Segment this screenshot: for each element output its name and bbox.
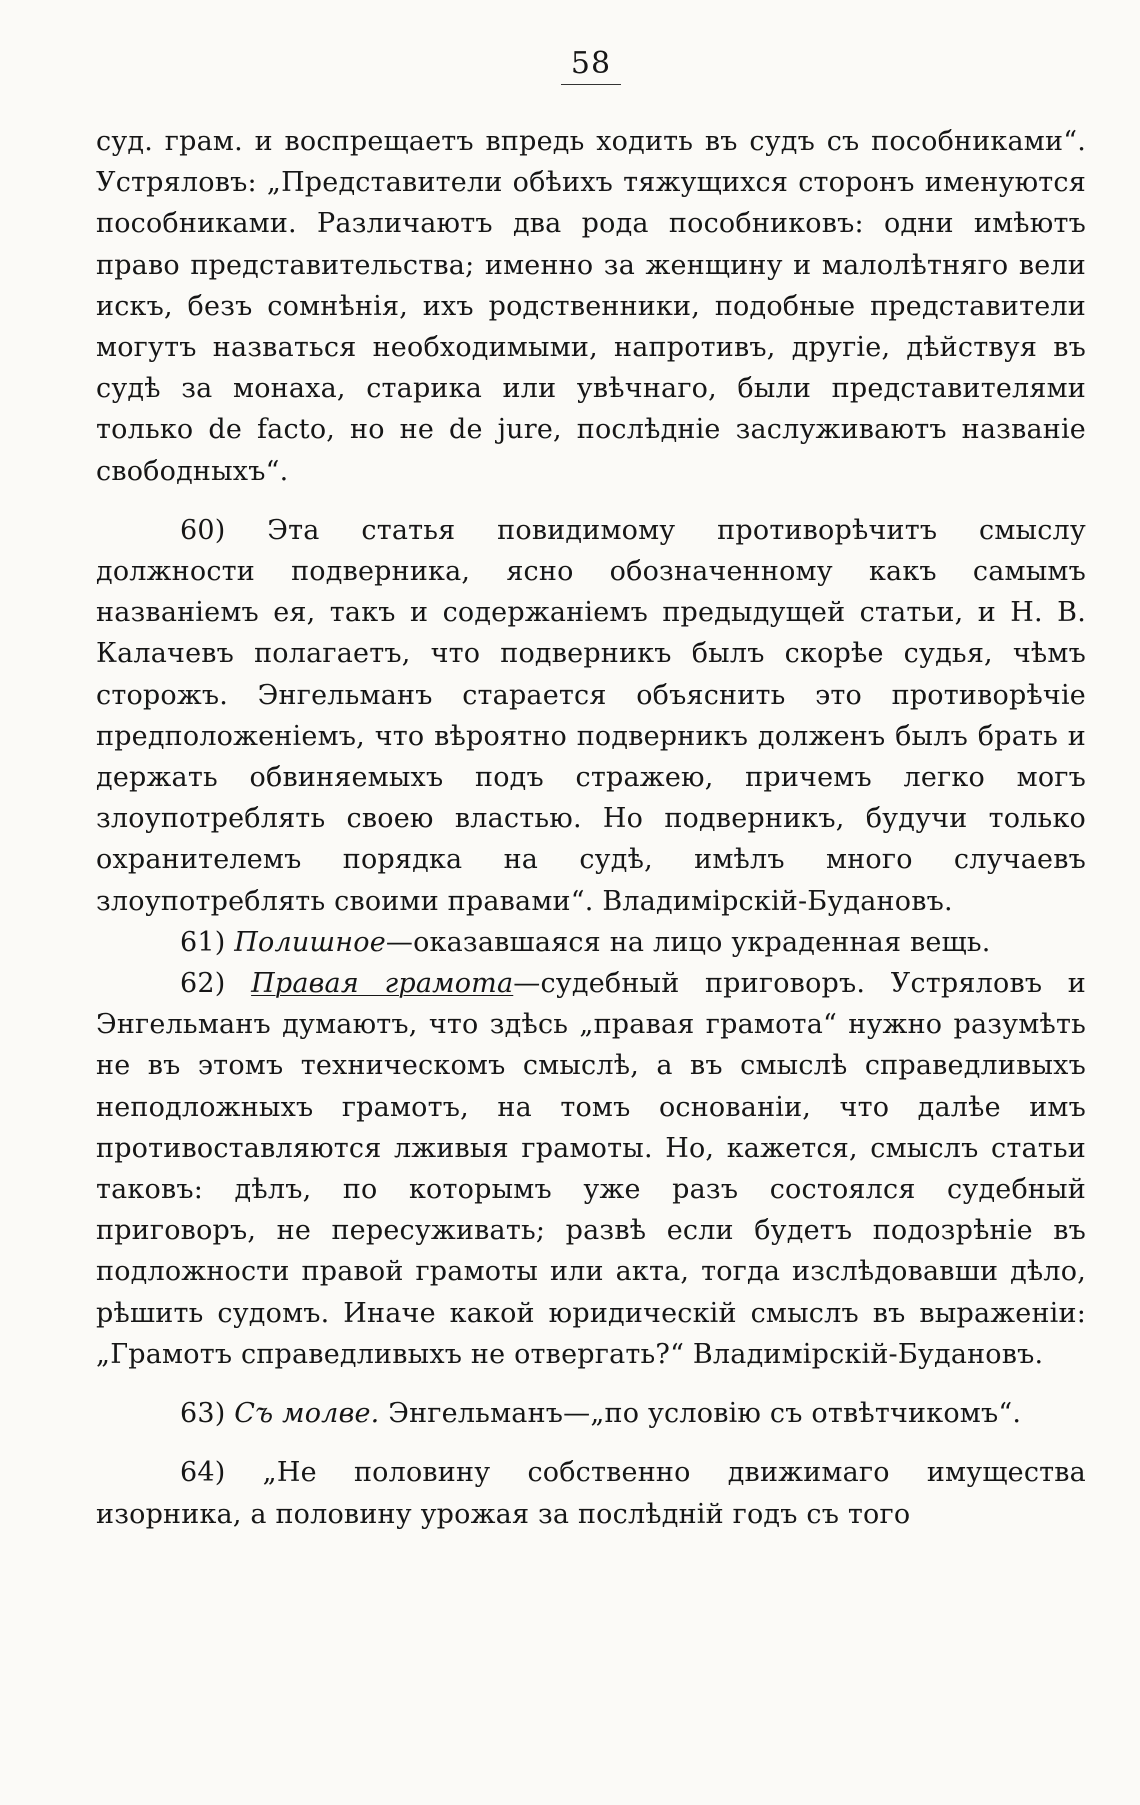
footnote-number: 61) (180, 926, 226, 958)
document-page (96, 44, 1086, 1535)
footnote-text: „Не половину собственно движимаго имущества изорника, а половину урожая за послѣдній годъ съ того (96, 1457, 1086, 1530)
footnote-term: Съ молве. (234, 1398, 380, 1430)
footnote-62 (96, 963, 1086, 1375)
footnote-number: 63) (180, 1398, 226, 1430)
footnote-text: Эта статья повидимому противорѣчитъ смыслу должности подверника, ясно обозначенному какъ самымъ названіемъ ея, такъ и содержаніемъ предыдущей статьи, и Н. В. Калачевъ полагаетъ, что подверникъ былъ скорѣе судья, чѣмъ сторожъ. Энгельманъ старается объяснить это противорѣчіе предположеніемъ, что вѣроятно подверникъ долженъ былъ брать и держать обвиняемыхъ подъ стражею, причемъ легко могъ злоупотреблять своею властью. Но подверникъ, будучи только охранителемъ порядка на судѣ, имѣлъ много случаевъ злоупотреблять своими правами“. Владимірскій-Будановъ. (96, 514, 1086, 917)
paragraph-59-continuation (96, 121, 1086, 492)
footnote-term: Правая грамота (251, 968, 514, 1000)
footnote-61 (96, 922, 1086, 963)
footnote-64 (96, 1452, 1086, 1534)
footnote-text: —судебный приговоръ. Устряловъ и Энгельманъ думаютъ, что здѣсь „правая грамота“ нужно разумѣть не въ этомъ техническомъ смыслѣ, а въ смыслѣ справедливыхъ неподложныхъ грамотъ, на томъ основаніи, что далѣе имъ противоставляются лживыя грамоты. Но, кажется, смыслъ статьи таковъ: дѣлъ, по которымъ уже разъ состоялся судебный приговоръ, не пересуживать; развѣ если будетъ подозрѣніе въ подложности правой грамоты или акта, тогда изслѣдовавши дѣло, рѣшить судомъ. Иначе какой юридическій смыслъ въ выраженіи: „Грамотъ справедливыхъ не отвергать?“ Владимірскій-Будановъ. (96, 968, 1086, 1370)
footnote-63 (96, 1393, 1086, 1434)
footnote-text: Энгельманъ—„по условію съ отвѣтчикомъ“. (388, 1398, 1022, 1430)
page-number-text: 58 (561, 44, 621, 85)
paragraph-text: суд. грам. и воспрещаетъ впредь ходить въ судъ съ пособниками“. Устряловъ: „Представители обѣихъ тяжущихся сторонъ именуются пособниками. Различаютъ два рода пособниковъ: одни имѣютъ право представительства; именно за женщину и малолѣтняго вели искъ, безъ сомнѣнія, ихъ родственники, подобные представители могутъ назваться необходимыми, напротивъ, другіе, дѣйствуя въ судѣ за монаха, старика или увѣчнаго, были представителями только de facto, но не de jure, послѣдніе заслуживаютъ названіе свободныхъ“. (96, 126, 1086, 487)
footnote-text: —оказавшаяся на лицо украденная вещь. (385, 926, 991, 958)
footnote-number: 60) (180, 514, 226, 546)
footnote-number: 62) (180, 968, 226, 1000)
footnote-term: Полишное (234, 926, 386, 958)
page-number (96, 44, 1086, 85)
document-body (96, 121, 1086, 1535)
footnote-60 (96, 510, 1086, 922)
footnote-number: 64) (180, 1457, 226, 1489)
